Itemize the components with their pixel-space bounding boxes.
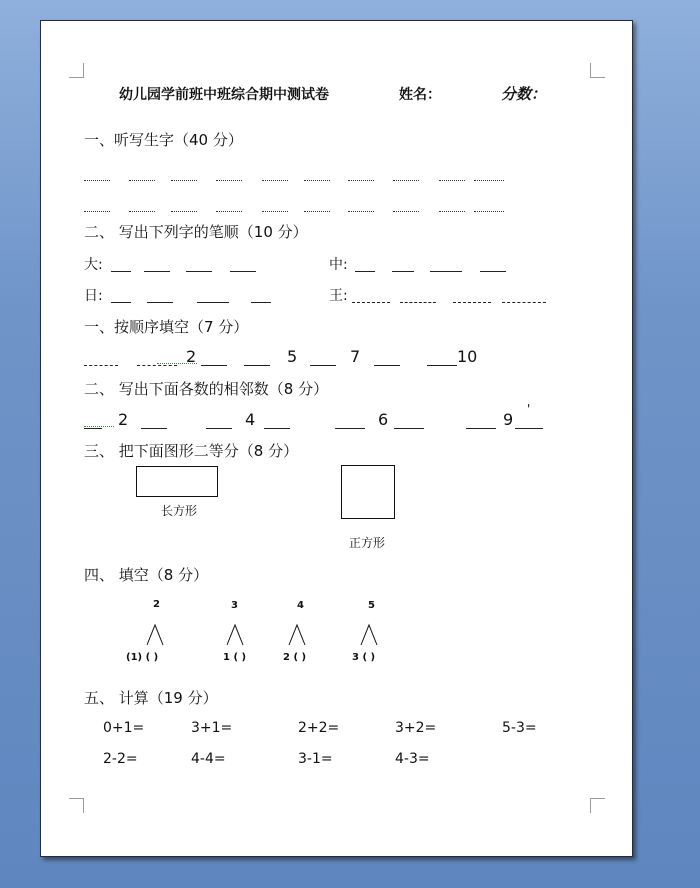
calc-item: 3-1= [298,751,333,767]
neighbor-mark: ' [527,402,531,416]
decompose-bottom-4: 2 ( ) [283,652,307,663]
section-sequence: 一、按顺序填空（7 分） [84,318,249,336]
sequence-10: 10 [457,347,478,366]
page-title: 幼儿园学前班中班综合期中测试卷 [119,87,329,103]
section-dictation: 一、听写生字（40 分） [84,131,243,149]
score-label: 分数： [501,85,547,103]
char-wang: 王: [329,288,348,304]
name-label: 姓名： [399,87,441,103]
char-da: 大: [84,257,103,273]
calc-item: 2+2= [298,720,340,736]
rectangle-label: 长方形 [161,504,198,518]
section-stroke-order: 二、 写出下列字的笔顺（10 分） [84,223,308,241]
decompose-top-2: 2 [153,599,160,610]
decompose-top-3: 3 [231,600,238,611]
section-fill-blank: 四、 填空（8 分） [84,566,209,584]
neighbor-2: 2 [118,410,129,429]
calc-item: 2-2= [103,751,138,767]
calc-item: 3+1= [191,720,233,736]
decompose-bottom-3: 1 ( ) [223,652,247,663]
calc-item: 4-3= [395,751,430,767]
exam-page [40,20,633,857]
char-zhong: 中: [329,257,348,273]
section-neighbors: 二、 写出下面各数的相邻数（8 分） [84,380,329,398]
decompose-bottom-2: (1) ( ) [126,652,159,663]
sequence-2: 2 [186,347,197,366]
neighbor-6: 6 [378,410,389,429]
decompose-top-4: 4 [297,600,304,611]
decompose-bottom-5: 3 ( ) [352,652,376,663]
neighbor-4: 4 [245,410,256,429]
neighbor-9: 9 [503,410,514,429]
section-calculation: 五、 计算（19 分） [84,689,218,707]
sequence-5: 5 [287,347,298,366]
calc-item: 3+2= [395,720,437,736]
decompose-top-5: 5 [368,600,375,611]
calc-item: 5-3= [502,720,537,736]
char-ri: 日: [84,288,103,304]
calc-item: 0+1= [103,720,145,736]
square-label: 正方形 [349,536,386,550]
section-divide-shapes: 三、 把下面图形二等分（8 分） [84,442,299,460]
sequence-7: 7 [350,347,361,366]
calc-item: 4-4= [191,751,226,767]
